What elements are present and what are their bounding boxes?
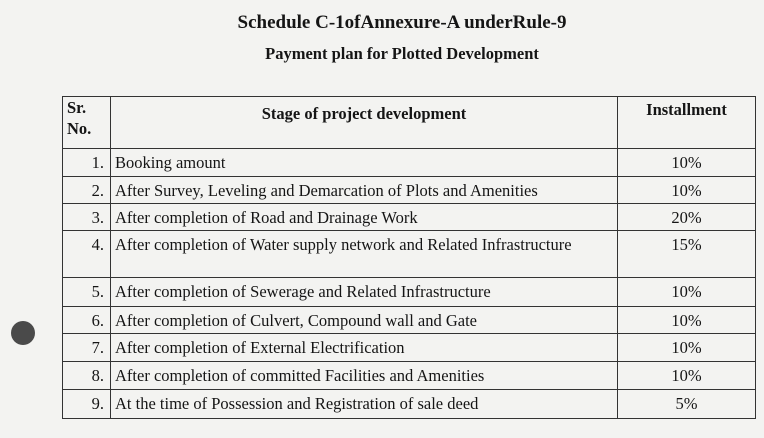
document-title: Schedule C-1ofAnnexure-A underRule-9: [237, 12, 567, 33]
table-row: [63, 390, 756, 419]
header-sr-no: Sr. No.: [63, 97, 111, 149]
table-row: [63, 278, 756, 307]
sr-cell: 2.: [63, 177, 111, 204]
sr-cell: 7.: [63, 334, 111, 362]
sr-cell: 4.: [63, 231, 111, 278]
stage-cell: After completion of Culvert, Compound wall and Gate: [111, 307, 618, 334]
payment-plan-table: [62, 96, 756, 419]
table-row: [63, 334, 756, 362]
stage-cell: Booking amount: [111, 149, 618, 177]
stage-cell: At the time of Possession and Registration of sale deed: [111, 390, 618, 419]
table-row: [63, 307, 756, 334]
table-row: [63, 362, 756, 390]
table-header-row: [63, 97, 756, 149]
installment-cell: 10%: [618, 278, 756, 307]
document-subtitle: Payment plan for Plotted Development: [265, 44, 539, 63]
installment-cell: 10%: [618, 362, 756, 390]
sr-cell: 6.: [63, 307, 111, 334]
installment-cell: 10%: [618, 177, 756, 204]
installment-cell: 10%: [618, 307, 756, 334]
sr-cell: 5.: [63, 278, 111, 307]
sr-cell: 8.: [63, 362, 111, 390]
header-stage: Stage of project development: [111, 97, 618, 149]
installment-cell: 15%: [618, 231, 756, 278]
sr-cell: 3.: [63, 204, 111, 231]
sr-cell: 1.: [63, 149, 111, 177]
installment-cell: 10%: [618, 334, 756, 362]
table-row: [63, 231, 756, 278]
installment-cell: 5%: [618, 390, 756, 419]
sr-cell: 9.: [63, 390, 111, 419]
stage-cell: After Survey, Leveling and Demarcation of Plots and Amenities: [111, 177, 618, 204]
stage-cell: After completion of Road and Drainage Work: [111, 204, 618, 231]
header-installment: Installment: [618, 97, 756, 149]
stage-cell: After completion of committed Facilities and Amenities: [111, 362, 618, 390]
punch-hole: [11, 321, 35, 345]
table-row: [63, 204, 756, 231]
stage-cell: After completion of External Electrification: [111, 334, 618, 362]
installment-cell: 20%: [618, 204, 756, 231]
installment-cell: 10%: [618, 149, 756, 177]
table-row: [63, 177, 756, 204]
stage-cell: After completion of Sewerage and Related Infrastructure: [111, 278, 618, 307]
stage-cell: After completion of Water supply network and Related Infrastructure: [111, 231, 618, 278]
table-row: [63, 149, 756, 177]
